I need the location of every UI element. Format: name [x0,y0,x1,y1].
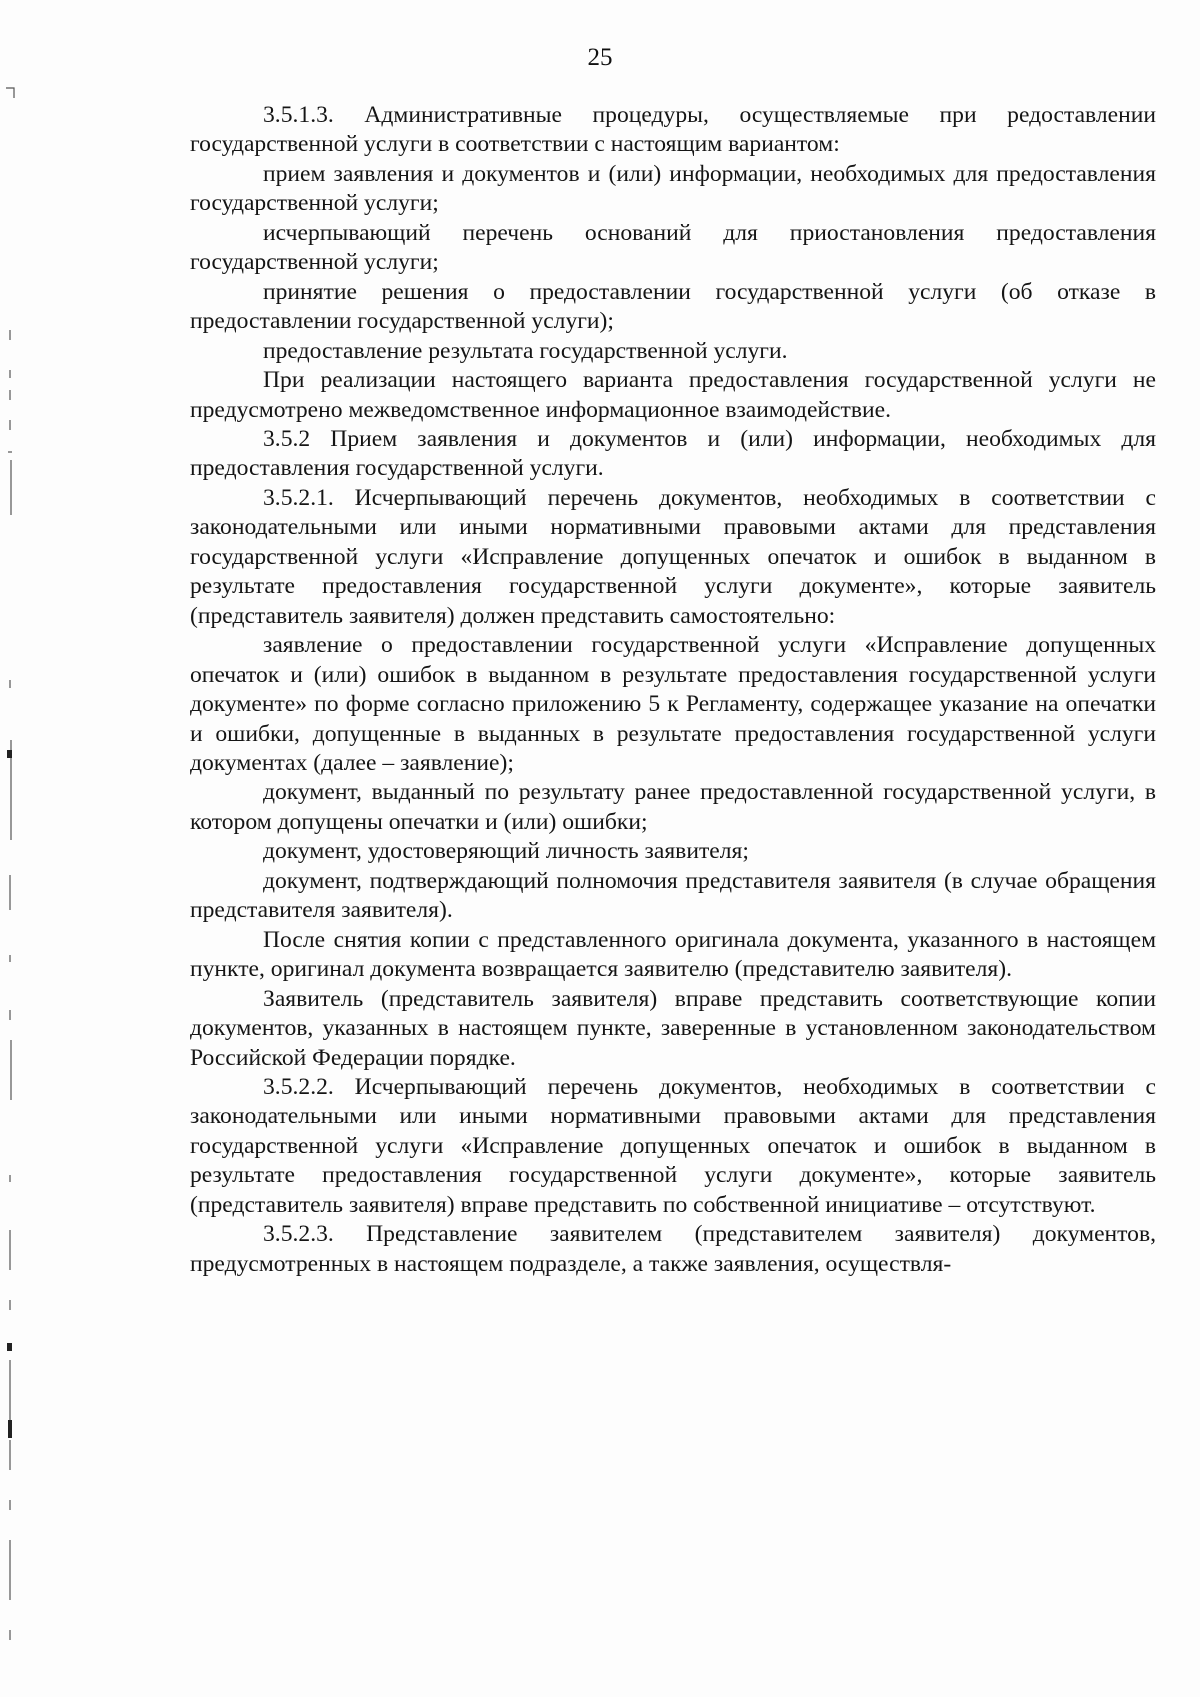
page-number: 25 [587,44,613,71]
list-item: документ, выданный по результату ранее предоставленной государственной услуги, в котором допущены опечатки и (или) ошибки; [190,779,1156,835]
paragraph: При реализации настоящего варианта предоставления государственной услуги не предусмотрено межведомственное информационное взаимодействие. [190,367,1156,423]
list-item: прием заявления и документов и (или) информации, необходимых для предоставления государственной услуги; [190,160,1156,217]
scan-margin-artifacts [0,0,40,1697]
paragraph-3-5-2-1: 3.5.2.1. Исчерпывающий перечень документов, необходимых в соответствии с законодательными или иными нормативными правовыми актами для представления государственной услуги «Исправление допущенных опечаток и ошибок в выданном в результате предоставления государственной услуги документе», которые заявитель (представитель заявителя) должен представить самостоятельно: [190,484,1156,629]
paragraph: После снятия копии с представленного оригинала документа, указанного в настоящем пункте, оригинал документа возвращается заявителю (представителю заявителя). [190,926,1156,983]
list-item: документ, подтверждающий полномочия представителя заявителя (в случае обращения представителя заявителя). [190,867,1156,924]
paragraph-3-5-2-3: 3.5.2.3. Представление заявителем (представителем заявителя) документов, предусмотренных в настоящем подразделе, а также заявления, осуществля- [190,1221,1156,1277]
list-item: исчерпывающий перечень оснований для приостановления предоставления государственной услуги; [190,219,1156,276]
paragraph-3-5-1-3: 3.5.1.3. Административные процедуры, осуществляемые при редоставлении государственной услуги в соответствии с настоящим вариантом: [190,102,1156,158]
paragraph-3-5-2-2: 3.5.2.2. Исчерпывающий перечень документов, необходимых в соответствии с законодательными или иными нормативными правовыми актами для представления государственной услуги «Исправление допущенных опечаток и ошибок в выданном в результате предоставления государственной услуги документе», которые заявитель (представитель заявителя) вправе представить по собственной инициативе – отсутствуют. [190,1073,1156,1218]
list-item: документ, удостоверяющий личность заявителя; [263,838,749,865]
paragraph-3-5-2: 3.5.2 Прием заявления и документов и (или) информации, необходимых для предоставления государственной услуги. [190,425,1156,482]
paragraph: Заявитель (представитель заявителя) вправе представить соответствующие копии документов, указанных в настоящем пункте, заверенные в установленном законодательством Российской Федерации порядке. [190,985,1156,1071]
document-body [190,101,1156,1279]
list-item: предоставление результата государственной услуги. [263,337,788,364]
list-item: принятие решения о предоставлении государственной услуги (об отказе в предоставлении государственной услуги); [190,278,1156,335]
list-item: заявление о предоставлении государственной услуги «Исправление допущенных опечаток и (или) ошибок в выданном в результате предоставления государственной услуги документе» по форме согласно приложению 5 к Регламенту, содержащее указание на опечатки и ошибки, допущенные в выданных в результате предоставления государственной услуги документах (далее – заявление); [190,632,1156,776]
